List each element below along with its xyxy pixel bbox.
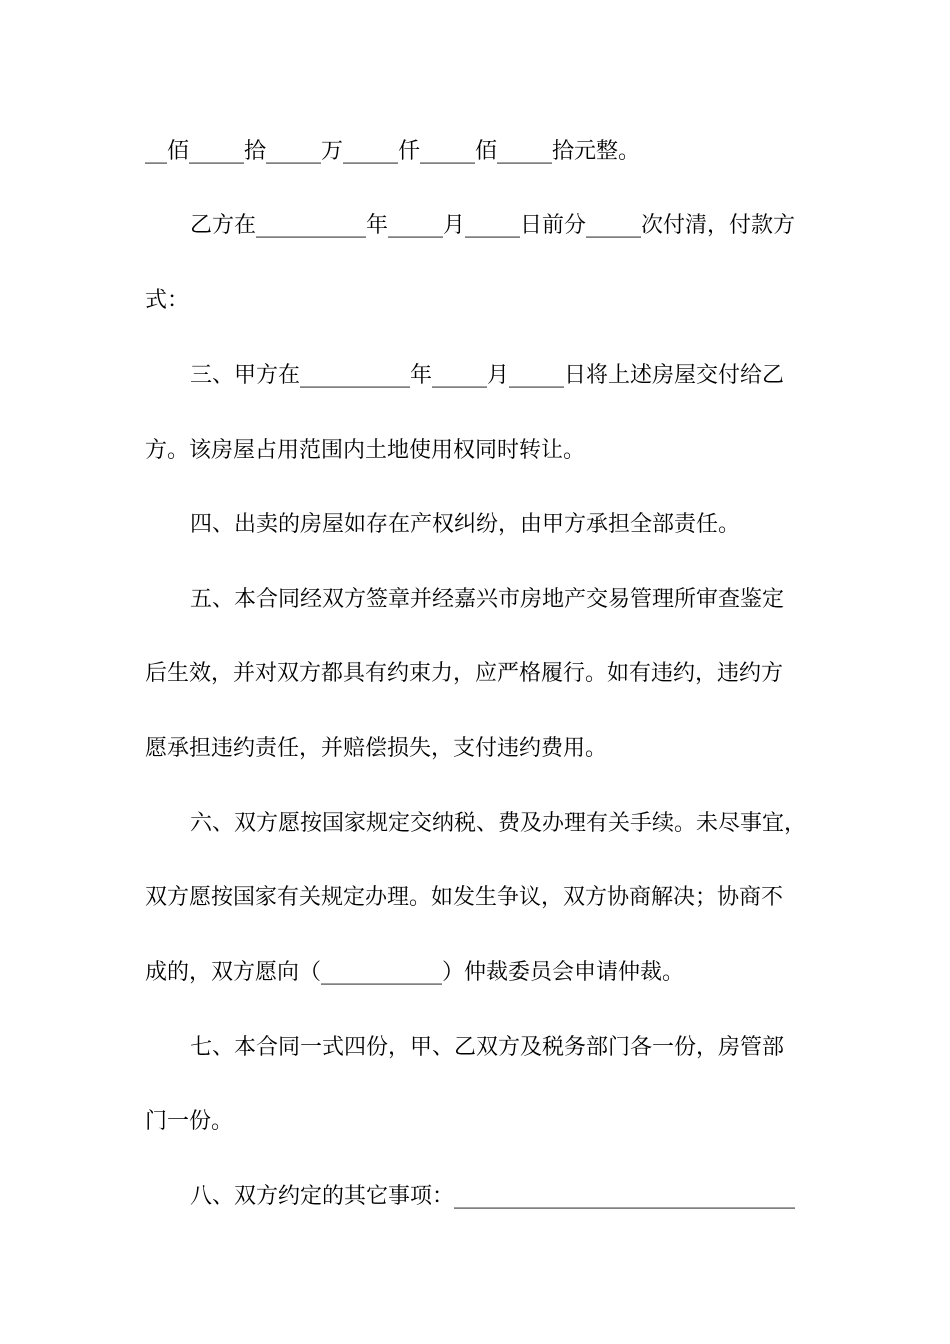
text-line-3: 式： <box>145 288 190 313</box>
text-line-10: 六、双方愿按国家规定交纳税、费及办理有关手续。未尽事宜， <box>190 811 807 836</box>
text-line-9: 愿承担违约责任，并赔偿损失，支付违约费用。 <box>145 736 608 761</box>
text-line-12: 成的，双方愿向（___________）仲裁委员会申请仲裁。 <box>145 960 685 985</box>
text-line-8: 后生效，并对双方都具有约束力，应严格履行。如有违约，违约方 <box>145 661 784 686</box>
text-line-4: 三、甲方在__________年_____月_____日将上述房屋交付给乙 <box>190 363 785 388</box>
text-line-6: 四、出卖的房屋如存在产权纠纷，由甲方承担全部责任。 <box>190 512 741 537</box>
text-line-11: 双方愿按国家有关规定办理。如发生争议，双方协商解决；协商不 <box>145 885 784 910</box>
text-line-2: 乙方在__________年_____月_____日前分_____次付清，付款方 <box>190 213 796 238</box>
text-line-14: 门一份。 <box>145 1109 234 1134</box>
text-line-15: 八、双方约定的其它事项：_______________________________ <box>190 1184 796 1209</box>
text-line-5: 方。该房屋占用范围内土地使用权同时转让。 <box>145 438 586 463</box>
text-line-7: 五、本合同经双方签章并经嘉兴市房地产交易管理所审查鉴定 <box>190 587 785 612</box>
text-line-1: __佰_____拾_____万_____仟_____佰_____拾元整。 <box>145 139 641 164</box>
text-line-13: 七、本合同一式四份，甲、乙双方及税务部门各一份，房管部 <box>190 1035 785 1060</box>
